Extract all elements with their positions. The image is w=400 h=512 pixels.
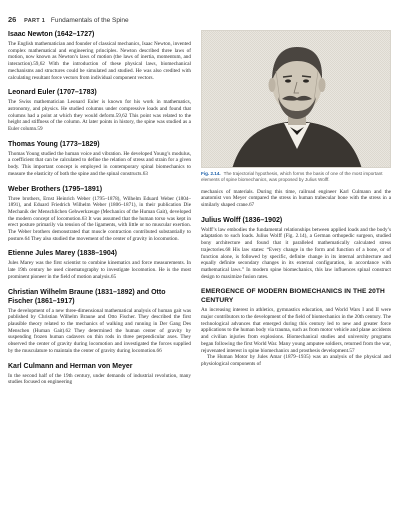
left-column: [8, 30, 191, 386]
section-heading: EMERGENCE OF MODERN BIOMECHANICS IN THE 20TH CENTURY: [201, 288, 385, 305]
portrait-engraving-icon: [202, 31, 391, 168]
right-column: [201, 30, 391, 368]
body-paragraph: An increasing interest in athletics, gymnastics education, and World Wars I and II were major contributors to the development of the field of biomechanics in the 20th century. The technological advances that emerged during this century led to new and greater force applications to the human body via trauma, such as from motor vehicle and plane accidents and civilian injuries from explosions. Biomechanical studies and university programs began following the first World War. Many young amputee soldiers, returned from the war, rejuvenated interest in spine biomechanics and prosthesis development.57: [201, 307, 391, 354]
body-paragraph: Wolff’s law embodies the fundamental relationships between applied loads and the body’s adaptation to such loads. Julius Wolff (Fig. 2.14), a German orthopedic surgeon, studied bony architecture and found that it paralleled mathematically calculated stress trajectories.68 His law states: “Every change in the form and function of a bone, or of function alone, is followed by specific, definite change in its internal architecture and equally definite secondary changes in its external configuration, in accordance with mathematical laws.” In modern spine biomechanics, this law influences spinal construct design to maximize fusion rates.: [201, 226, 391, 280]
figure-caption: [201, 171, 391, 183]
body-paragraph: Thomas Young studied the human voice and vibration. He developed Young’s modulus, a coefficient that can be calculated to define the relation of stress and strain for a given body. This important concept is employed in contemporary spinal biomechanics to measure the elasticity of both the spine and the spinal constructs.63: [8, 150, 191, 177]
body-paragraph: The English mathematician and founder of classical mechanics, Isaac Newton, invented complex mathematical and engineering principles. Newton described three laws of motion, now known as Newton’s laws of motion (the laws of inertia, momentum, and interaction).59,62 With the introduction of these physical laws, biomechanical mechanisms and structures could be simulated and studied. He was also credited with calculating resultant force vectors from individual component vectors.: [8, 41, 191, 81]
body-paragraph: mechanics of materials. During this time, railroad engineer Karl Culmann and the anatomist von Meyer compared the stress in human trabecular bone with the stress in a similarly shaped crane.67: [201, 188, 391, 208]
body-paragraph: The Human Motor by Jules Amar (1879–1935) was an analysis of the physical and physiological components of: [201, 354, 391, 367]
section-heading: Leonard Euler (1707–1783): [8, 89, 97, 97]
body-paragraph: Three brothers, Ernst Heinrich Weber (1795–1878), Wilhelm Eduard Weber (1804–1891), and Eduard Friedrich Wilhelm Weber (1806–1871), in their publication Die Mechanik der Menschlichen Gehwerkzeuge (Mechanics of the Human Gait), developed the modern concept of locomotion.63 It was assumed that the human torso was kept in erect posture primarily via tension of the ligaments, with little or no muscular exertion. The Weber brothers demonstrated that muscle contraction contributed substantially to posture.64 They also studied the movement of the center of gravity in locomotion.: [8, 195, 191, 242]
chapter-title: Fundamentals of the Spine: [50, 17, 129, 24]
body-paragraph: The Swiss mathematician Leonard Euler is known for his work in mathematics, astronomy, and physics. He studied columns under compressive loads and found that columns had a point at which they would deform.59,62 This point was related to the height and stiffness of the column. At later points in history, the spine was studied as a Euler column.59: [8, 99, 191, 133]
section-heading: Christian Wilhelm Braune (1831–1892) and Otto Fischer (1861–1917): [8, 288, 166, 305]
figure-label: Fig. 2.14.: [201, 171, 221, 176]
section-heading: Karl Culmann and Herman von Meyer: [8, 362, 133, 370]
section-heading: Weber Brothers (1795–1891): [8, 185, 103, 193]
page-number: 26: [8, 15, 17, 24]
body-paragraph: Jules Marey was the first scientist to combine kinematics and force measurements. In late 19th century he used cinematography to investigate locomotion. He is the most prominent pioneer in the field of motion analysis.65: [8, 260, 191, 280]
body-paragraph: The development of a new three-dimensional mathematical analysis of human gait was published by Christian Wilhelm Braune and Otto Fischer. They described the first plausible theory related to the mechanics of walking and running in Der Gang Des Menschen (Human Gait).62 They determined the human center of gravity by suspending frozen human cadavers on thin rods in three perpendicular axes. They observed the center of gravity during locomotion and investigated the forces supplied by the musculature to maintain the center of gravity during locomotion.66: [8, 307, 191, 354]
section-heading: Etienne Jules Marey (1838–1904): [8, 250, 117, 258]
figure-caption-text: The trajectorial hypothesis, which forms the basis of one of the most important elements of spine biomechanics, was proposed by Julius Wolff.: [201, 171, 383, 182]
section-heading: Julius Wolff (1836–1902): [201, 216, 283, 224]
section-heading: Thomas Young (1773–1829): [8, 140, 100, 148]
body-paragraph: In the second half of the 19th century, under demands of industrial revolution, many studies focused on engineering: [8, 372, 191, 386]
figure-portrait: [201, 30, 391, 168]
part-label: PART 1: [24, 18, 46, 24]
running-head: [8, 14, 392, 26]
section-heading: Isaac Newton (1642–1727): [8, 31, 95, 38]
